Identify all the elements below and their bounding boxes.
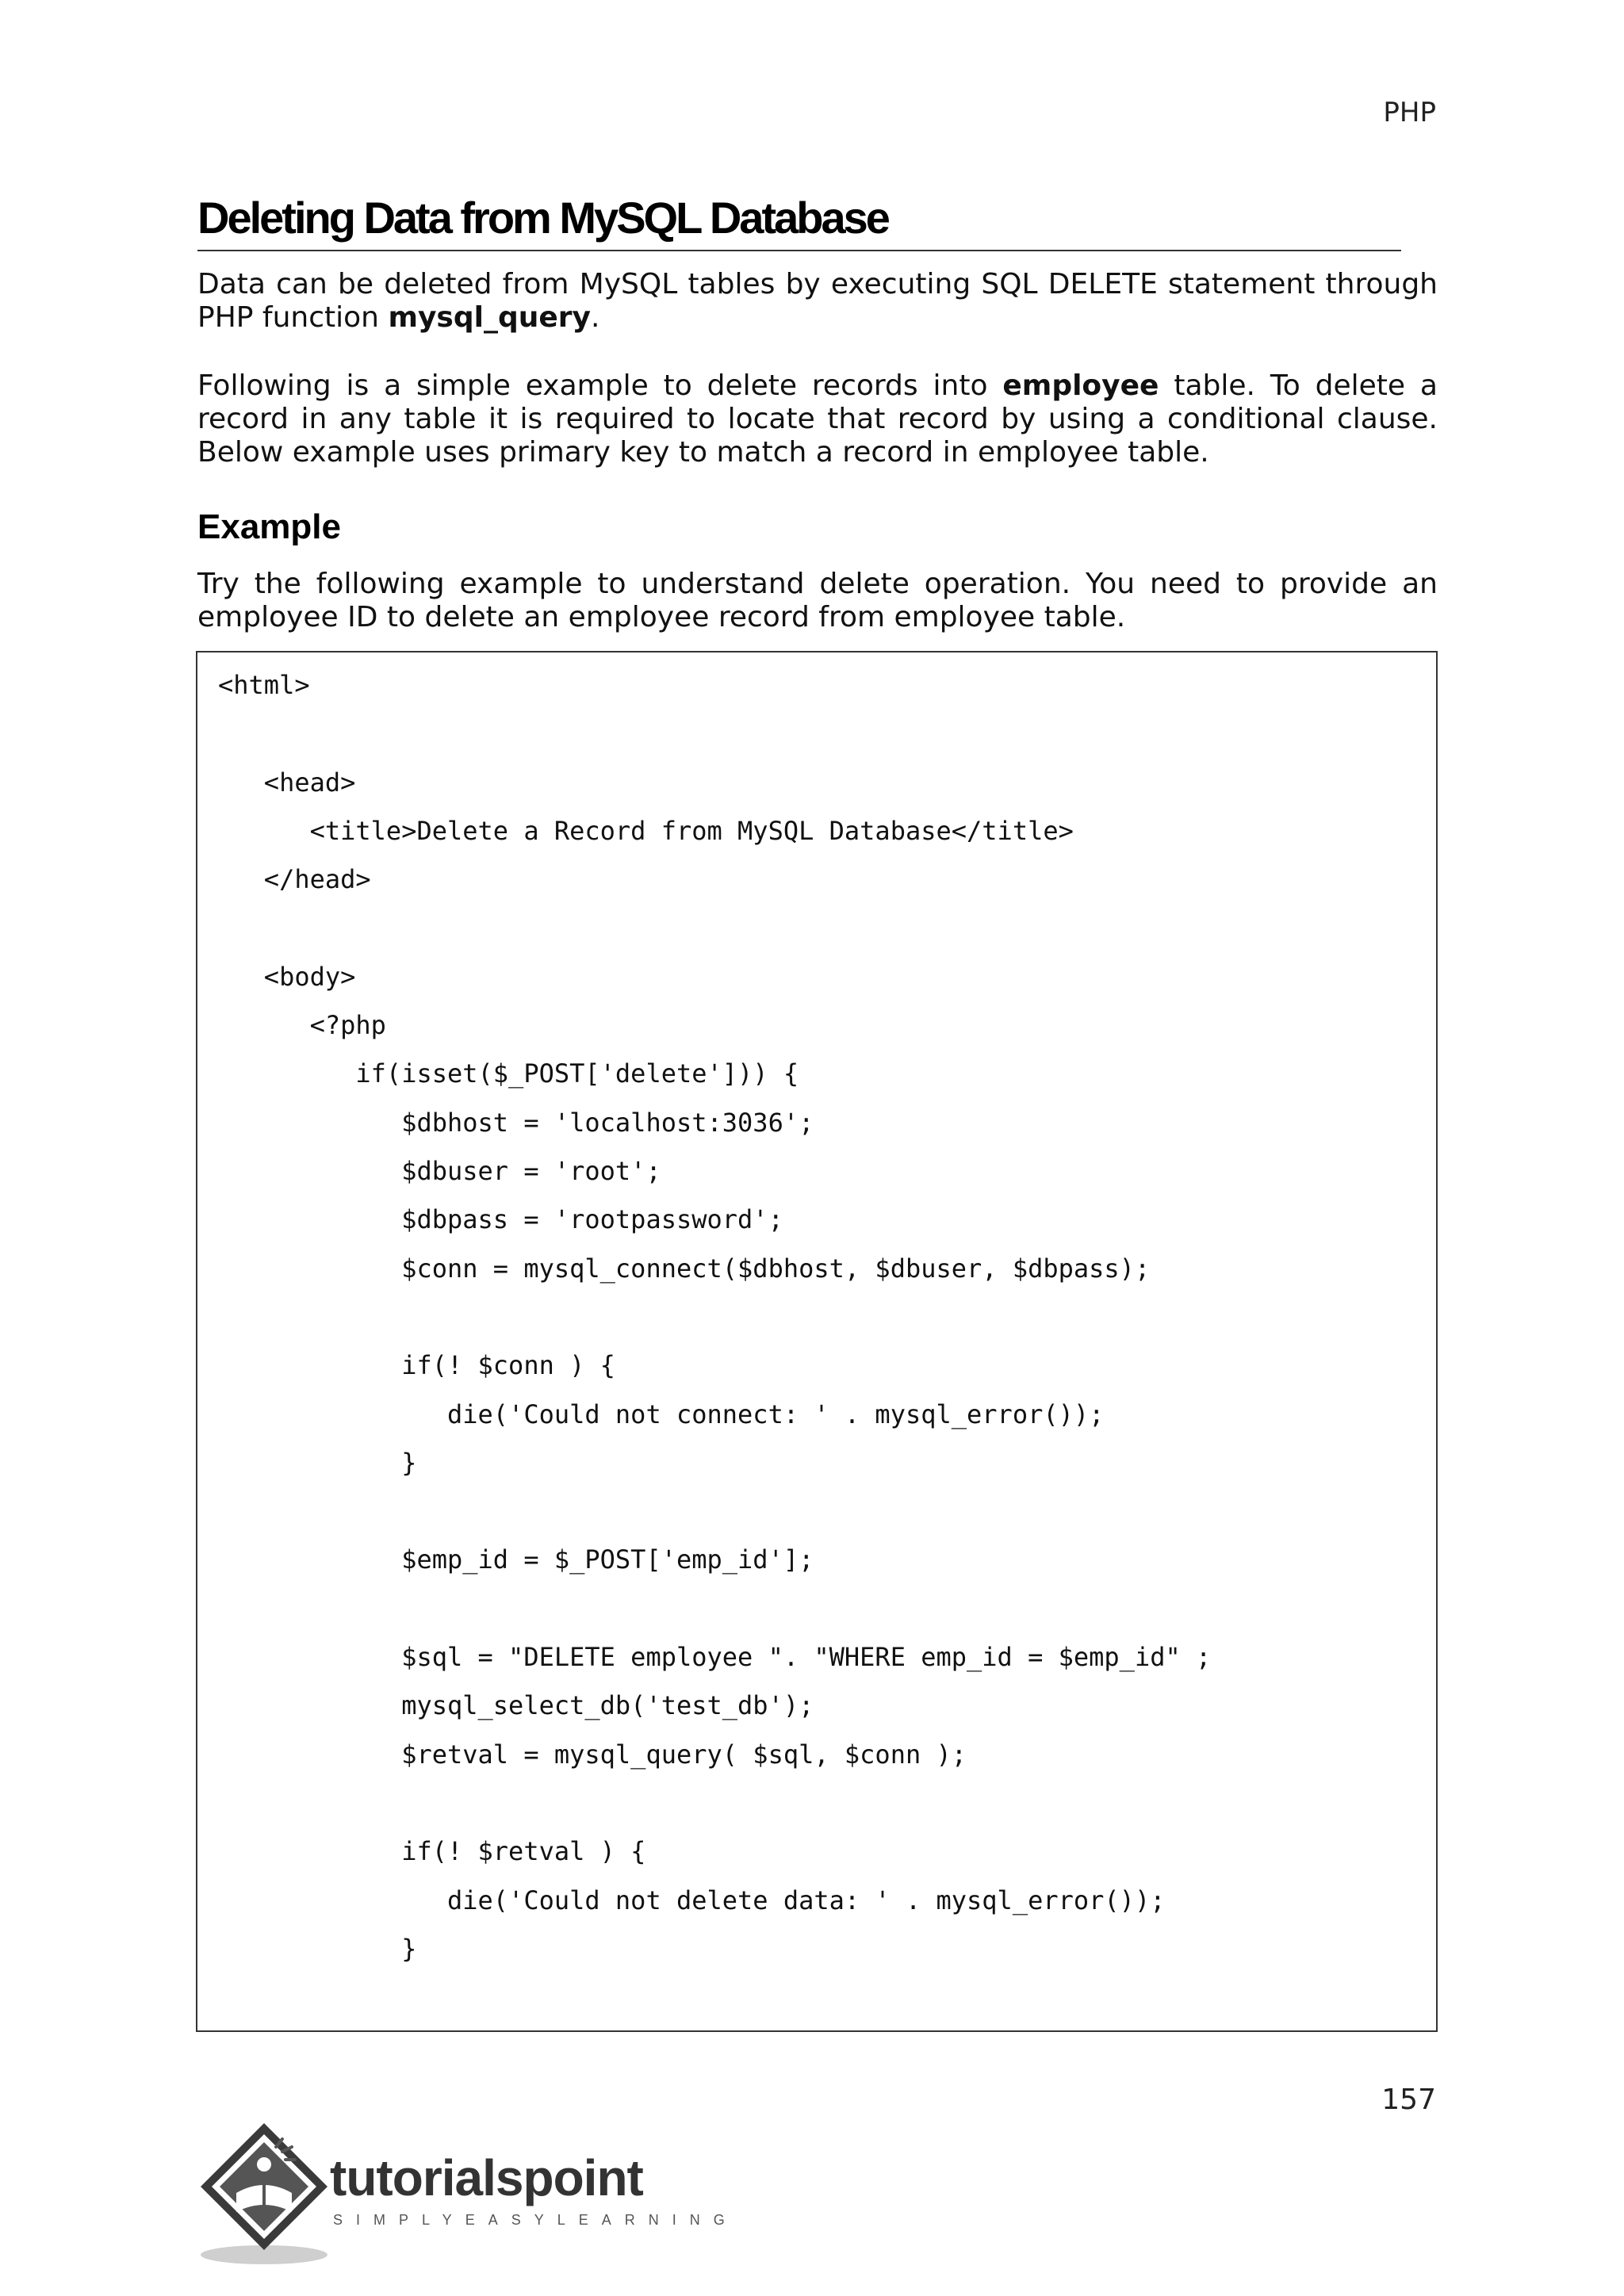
code-block xyxy=(196,651,1438,2032)
code-line: $emp_id = $_POST['emp_id']; xyxy=(218,1544,814,1575)
code-line: <html> xyxy=(218,670,310,700)
code-line: if(! $retval ) { xyxy=(218,1836,646,1867)
intro-text: Data can be deleted from MySQL tables by executing SQL DELETE statement through PHP function xyxy=(197,268,1438,334)
intro-paragraph-1 xyxy=(197,268,1438,335)
tutorialspoint-logo xyxy=(197,2115,738,2282)
code-line: } xyxy=(218,1933,417,1964)
code-line: <title>Delete a Record from MySQL Database</title> xyxy=(218,815,1074,846)
logo-emblem-icon xyxy=(197,2115,331,2274)
page-number: 157 xyxy=(1381,2084,1436,2116)
logo-tagline: SIMPLYEASYLEARNING xyxy=(333,2212,738,2228)
code-line: $retval = mysql_query( $sql, $conn ); xyxy=(218,1739,967,1770)
code-line: $dbpass = 'rootpassword'; xyxy=(218,1204,783,1235)
code-line: die('Could not connect: ' . mysql_error()); xyxy=(218,1399,1105,1429)
code-line: $dbhost = 'localhost:3036'; xyxy=(218,1107,814,1138)
example-heading: Example xyxy=(197,507,341,546)
code-line: <?php xyxy=(218,1010,386,1041)
example-description: Try the following example to understand delete operation. You need to provide an employee ID to delete an employee record from employee table. xyxy=(197,568,1438,633)
intro-text-end: . xyxy=(591,301,600,334)
code-line: $sql = "DELETE employee ". "WHERE emp_id = $emp_id" ; xyxy=(218,1642,1212,1672)
intro-text: Following is a simple example to delete records into xyxy=(197,369,1003,402)
code-line: <head> xyxy=(218,767,356,798)
code-line: if(isset($_POST['delete'])) { xyxy=(218,1058,799,1089)
code-line: </head> xyxy=(218,864,371,895)
code-line: mysql_select_db('test_db'); xyxy=(218,1690,814,1721)
logo-wordmark: tutorialspoint xyxy=(330,2149,643,2206)
code-line: <body> xyxy=(218,961,356,992)
running-header: PHP xyxy=(1383,97,1436,128)
code-line: die('Could not delete data: ' . mysql_error()); xyxy=(218,1885,1166,1915)
intro-text-end: table. To delete a record in any table it is required to locate that record by using a conditional clause. Below example uses primary key to match a record in employee table. xyxy=(197,369,1438,469)
code-line: $dbuser = 'root'; xyxy=(218,1156,661,1186)
table-name: employee xyxy=(1002,369,1159,402)
intro-paragraph-2 xyxy=(197,369,1438,469)
code-line: } xyxy=(218,1447,417,1478)
function-name: mysql_query xyxy=(388,301,591,334)
page-title: Deleting Data from MySQL Database xyxy=(197,195,1401,251)
code-line: $conn = mysql_connect($dbhost, $dbuser, $dbpass); xyxy=(218,1253,1151,1284)
code-line: if(! $conn ) { xyxy=(218,1350,615,1381)
